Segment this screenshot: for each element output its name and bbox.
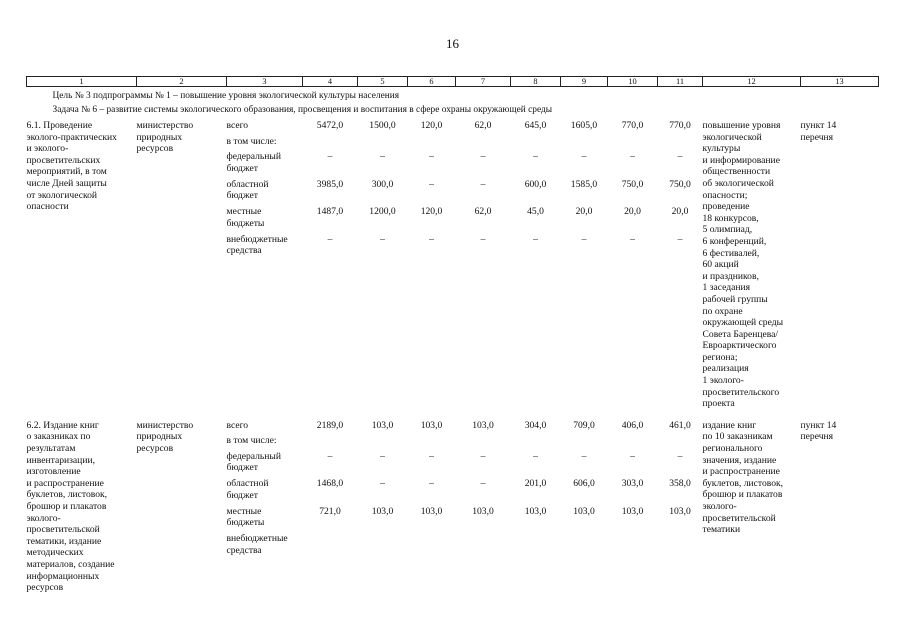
funding-value: 201,0 (524, 478, 547, 490)
value-column (408, 116, 456, 410)
activity-name-line: числе Дней защиты (26, 177, 107, 189)
funding-source-column (227, 416, 303, 594)
funding-source (227, 179, 303, 207)
activity-name-line: информационных (26, 570, 100, 582)
activity-name-line: о заказниках по (26, 431, 91, 443)
column-number-cell: 9 (561, 77, 608, 87)
activity-name (27, 416, 137, 594)
funding-value: – (327, 450, 333, 462)
activity-row (27, 116, 879, 410)
funding-value (658, 533, 703, 561)
funding-value: – (429, 478, 434, 490)
value-column (511, 416, 561, 594)
expected-result-line: об экологической (702, 177, 774, 189)
funding-source (227, 451, 303, 479)
funding-value: 645,0 (524, 120, 547, 131)
funding-value (608, 435, 658, 451)
value-column (456, 416, 511, 594)
funding-value: – (630, 233, 635, 245)
reference (801, 416, 879, 594)
funding-value: 721,0 (319, 505, 341, 517)
expected-result-line: буклетов, листовок, (702, 477, 784, 489)
activity-name-line: буклетов, листовок, (26, 489, 108, 501)
goal-text: Цель № 3 подпрограммы № 1 – повышение уровня экологической культуры населения (52, 91, 400, 101)
funding-value: 103,0 (371, 419, 394, 431)
funding-source (227, 506, 303, 534)
expected-result-line: 60 акций (702, 259, 739, 271)
funding-source (227, 420, 303, 436)
expected-result-line: 1 заседания (702, 282, 751, 294)
value-column (456, 116, 511, 410)
funding-value: 1605,0 (570, 120, 598, 131)
funding-value: 45,0 (527, 206, 544, 217)
funding-value: 750,0 (669, 178, 691, 190)
activity-executor-line: ресурсов (136, 443, 174, 455)
funding-value (608, 533, 658, 561)
funding-source-line: местные (226, 206, 262, 217)
expected-result-line: по охране (702, 305, 743, 317)
activity-name-line: ресурсов (26, 582, 64, 594)
expected-result-line: 5 олимпиад, (702, 224, 753, 236)
funding-value (358, 136, 408, 152)
expected-result-line: региона; (702, 351, 738, 363)
funding-value: – (581, 450, 587, 462)
funding-value: 770,0 (621, 120, 644, 131)
activity-executor-line: министерство (136, 120, 194, 131)
funding-value: – (677, 450, 683, 462)
value-column (658, 116, 703, 410)
column-number-cell: 8 (511, 77, 561, 87)
task-text: Задача № 6 – развитие системы экологического образования, просвещения и воспитания в сфере охраны окружающей среды (52, 105, 553, 115)
funding-value: – (480, 178, 486, 190)
activity-executor (137, 116, 227, 410)
expected-result-line: культуры (702, 143, 741, 155)
funding-value: 304,0 (524, 419, 547, 431)
funding-source-line: бюджет (226, 162, 258, 174)
funding-value (561, 533, 608, 561)
expected-result-line: и информирование (702, 154, 780, 166)
activity-name-line: эколого-практических (26, 131, 117, 143)
value-column (358, 416, 408, 594)
funding-value: 1200,0 (369, 206, 396, 217)
funding-source-line: в том числе: (226, 135, 277, 147)
column-number-cell: 13 (801, 77, 879, 87)
funding-value (358, 533, 408, 561)
funding-source-line: всего (226, 120, 249, 131)
value-column (408, 416, 456, 594)
activity-executor-line: министерство (136, 419, 194, 431)
funding-value: 103,0 (371, 505, 394, 517)
activity-name-line: результатам (26, 443, 76, 455)
expected-result-line: эколого- (702, 501, 737, 512)
activity-name (27, 116, 137, 410)
task-row (27, 102, 879, 116)
funding-value: – (327, 151, 333, 162)
expected-result-line: проекта (702, 398, 735, 410)
funding-value: – (533, 450, 538, 462)
reference-line: пункт 14 (800, 120, 837, 131)
value-column (511, 116, 561, 410)
funding-value: – (677, 233, 683, 245)
funding-value (561, 435, 608, 451)
expected-result-line: 18 конкурсов, (702, 212, 759, 224)
activity-executor-line: природных (136, 131, 183, 143)
value-column (561, 116, 608, 410)
funding-source-line: внебюджетные (226, 533, 288, 545)
funding-value: 1487,0 (316, 206, 344, 217)
column-number-cell: 1 (27, 77, 137, 87)
funding-value: 1468,0 (316, 478, 344, 490)
activity-name-line: тематики, издание (26, 535, 102, 547)
activity-executor (137, 416, 227, 594)
funding-value (511, 533, 561, 561)
funding-value: – (429, 178, 434, 190)
funding-source-line: в том числе: (226, 435, 277, 447)
column-number-cell: 2 (137, 77, 227, 87)
funding-value: 103,0 (472, 419, 494, 431)
expected-result-line: по 10 заказникам (702, 431, 773, 443)
funding-source (227, 435, 303, 451)
goal-row (27, 87, 879, 103)
funding-value: 750,0 (621, 178, 644, 190)
funding-value: – (480, 478, 486, 490)
expected-result-line: регионального (702, 443, 763, 455)
funding-source-line: бюджет (226, 462, 258, 474)
expected-result-line: повышение уровня (702, 120, 781, 131)
activity-name-line: 6.2. Издание книг (26, 419, 99, 431)
funding-value: – (581, 233, 587, 245)
funding-value: – (533, 233, 538, 245)
activity-name-line: эколого- (26, 512, 61, 524)
funding-value: 1585,0 (570, 178, 598, 190)
funding-value: 5472,0 (316, 120, 344, 131)
column-number-cell: 3 (227, 77, 303, 87)
expected-result-line: значения, издание (702, 454, 777, 466)
expected-result-line: Евроарктического (702, 340, 777, 352)
program-table (26, 76, 879, 594)
expected-result-line: экологической (702, 131, 762, 143)
funding-value: 770,0 (669, 120, 691, 131)
funding-value: 20,0 (575, 206, 593, 217)
funding-value: – (677, 151, 683, 162)
column-number-cell: 7 (456, 77, 511, 87)
column-number-cell: 5 (358, 77, 408, 87)
funding-value: – (480, 151, 486, 162)
funding-source-line: бюджеты (226, 217, 265, 229)
activity-name-line: и распространение (26, 477, 104, 489)
expected-result-line: общественности (702, 166, 771, 178)
activity-name-line: материалов, создание (26, 558, 115, 570)
expected-result-line: тематики (702, 524, 741, 536)
funding-source-line: средства (226, 245, 262, 257)
funding-value: 62,0 (474, 206, 492, 217)
expected-result (703, 416, 801, 594)
funding-value (561, 136, 608, 152)
funding-source (227, 120, 303, 136)
expected-result-line: просветительского (702, 386, 780, 398)
funding-value: 20,0 (671, 206, 689, 217)
funding-value: 461,0 (669, 419, 691, 431)
funding-value: 606,0 (573, 478, 595, 490)
activity-name-line: от экологической (26, 189, 98, 201)
funding-value (456, 533, 511, 561)
funding-source-line: всего (226, 419, 249, 431)
column-number-cell: 12 (703, 77, 801, 87)
funding-value: – (327, 233, 333, 245)
funding-source-line: местные (226, 505, 262, 517)
expected-result (703, 116, 801, 410)
activity-name-line: брошюр и плакатов (26, 501, 107, 512)
activity-executor-line: природных (136, 431, 183, 443)
funding-value (511, 136, 561, 152)
expected-result-line: проведение (702, 201, 750, 213)
funding-source-line: средства (226, 544, 262, 556)
funding-value: – (429, 233, 434, 245)
funding-value: – (380, 478, 385, 490)
funding-value: 103,0 (573, 505, 595, 517)
funding-value: 358,0 (669, 478, 691, 490)
column-number-row (27, 77, 879, 87)
funding-source (227, 136, 303, 152)
expected-result-line: 6 фестивалей, (702, 247, 760, 259)
funding-source-column (227, 116, 303, 410)
funding-source-line: федеральный (226, 151, 282, 162)
funding-value: 103,0 (621, 505, 644, 517)
funding-value: 1500,0 (369, 120, 396, 131)
funding-value: 103,0 (472, 505, 494, 517)
funding-value (303, 533, 358, 561)
funding-source (227, 206, 303, 234)
funding-value (358, 435, 408, 451)
funding-value (303, 136, 358, 152)
funding-value: 20,0 (624, 206, 641, 217)
funding-value (658, 136, 703, 152)
activity-name-line: просветительской (26, 524, 100, 536)
funding-value (303, 435, 358, 451)
expected-result-line: 1 эколого- (702, 375, 744, 387)
funding-source-line: бюджеты (226, 517, 265, 529)
funding-value: 120,0 (420, 206, 443, 217)
funding-source-line: внебюджетные (226, 233, 288, 245)
activity-name-line: мероприятий, в том (26, 166, 107, 178)
page-number: 16 (446, 36, 459, 51)
funding-value: 3985,0 (316, 178, 344, 190)
funding-value: – (380, 450, 385, 462)
funding-value: 600,0 (524, 178, 547, 190)
expected-result-line: окружающей среды (702, 317, 784, 329)
funding-source (227, 478, 303, 506)
expected-result-line: и распространение (702, 466, 780, 478)
activity-name-line: и эколого- (26, 143, 69, 155)
activity-name-line: просветительских (26, 154, 101, 166)
funding-value: 103,0 (420, 419, 443, 431)
funding-value: – (581, 151, 587, 162)
expected-result-line: рабочей группы (702, 293, 768, 305)
funding-value (456, 435, 511, 451)
value-column (658, 416, 703, 594)
funding-source-line: бюджет (226, 190, 258, 202)
funding-value: 2189,0 (316, 419, 344, 431)
reference-line: пункт 14 (800, 419, 837, 431)
funding-value: 303,0 (621, 478, 644, 490)
reference-line: перечня (800, 431, 834, 443)
funding-value: 103,0 (669, 505, 691, 517)
funding-value: – (630, 151, 635, 162)
activity-name-line: инвентаризации, (26, 454, 95, 466)
funding-source (227, 151, 303, 179)
funding-value: 406,0 (621, 419, 644, 431)
activity-name-line: опасности (26, 201, 69, 213)
value-column (608, 416, 658, 594)
funding-value: – (630, 450, 635, 462)
activity-executor-line: ресурсов (136, 143, 174, 155)
expected-result-line: 6 конференций, (702, 235, 767, 247)
funding-source-line: бюджет (226, 489, 258, 501)
funding-value: 103,0 (420, 505, 443, 517)
activity-name-line: изготовление (26, 466, 81, 478)
expected-result-line: опасности; (702, 189, 748, 201)
funding-value (456, 136, 511, 152)
value-column (358, 116, 408, 410)
value-column (303, 416, 358, 594)
column-number-cell: 6 (408, 77, 456, 87)
funding-value (608, 136, 658, 152)
funding-value: 709,0 (573, 419, 595, 431)
funding-value (408, 136, 456, 152)
reference-line: перечня (800, 131, 834, 143)
funding-source (227, 533, 303, 561)
reference (801, 116, 879, 410)
expected-result-line: издание книг (702, 419, 757, 431)
funding-value: – (429, 450, 434, 462)
value-column (608, 116, 658, 410)
funding-value: 120,0 (420, 120, 443, 131)
expected-result-line: брошюр и плакатов (702, 489, 783, 501)
funding-source-line: областной (226, 178, 269, 190)
funding-value (408, 533, 456, 561)
funding-value: 300,0 (371, 178, 394, 190)
column-number-cell: 4 (303, 77, 358, 87)
expected-result-line: реализация (702, 363, 749, 375)
funding-value: – (480, 450, 486, 462)
activity-row (27, 416, 879, 594)
expected-result-line: и праздников, (702, 270, 759, 282)
value-column (303, 116, 358, 410)
funding-value: 103,0 (524, 505, 547, 517)
funding-value (408, 435, 456, 451)
funding-value (658, 435, 703, 451)
expected-result-line: Совета Баренцева/ (702, 328, 779, 340)
funding-value: – (533, 151, 538, 162)
activity-name-line: 6.1. Проведение (26, 120, 93, 131)
funding-source-line: областной (226, 478, 269, 490)
expected-result-line: просветительской (702, 512, 776, 524)
funding-value: – (480, 233, 486, 245)
activity-name-line: методических (26, 547, 84, 559)
funding-source (227, 234, 303, 262)
funding-value (511, 435, 561, 451)
column-number-cell: 11 (658, 77, 703, 87)
value-column (561, 416, 608, 594)
funding-value: – (380, 151, 385, 162)
funding-value: 62,0 (474, 120, 492, 131)
funding-value: – (429, 151, 434, 162)
funding-source-line: федеральный (226, 450, 282, 462)
column-number-cell: 10 (608, 77, 658, 87)
funding-value: – (380, 233, 385, 245)
